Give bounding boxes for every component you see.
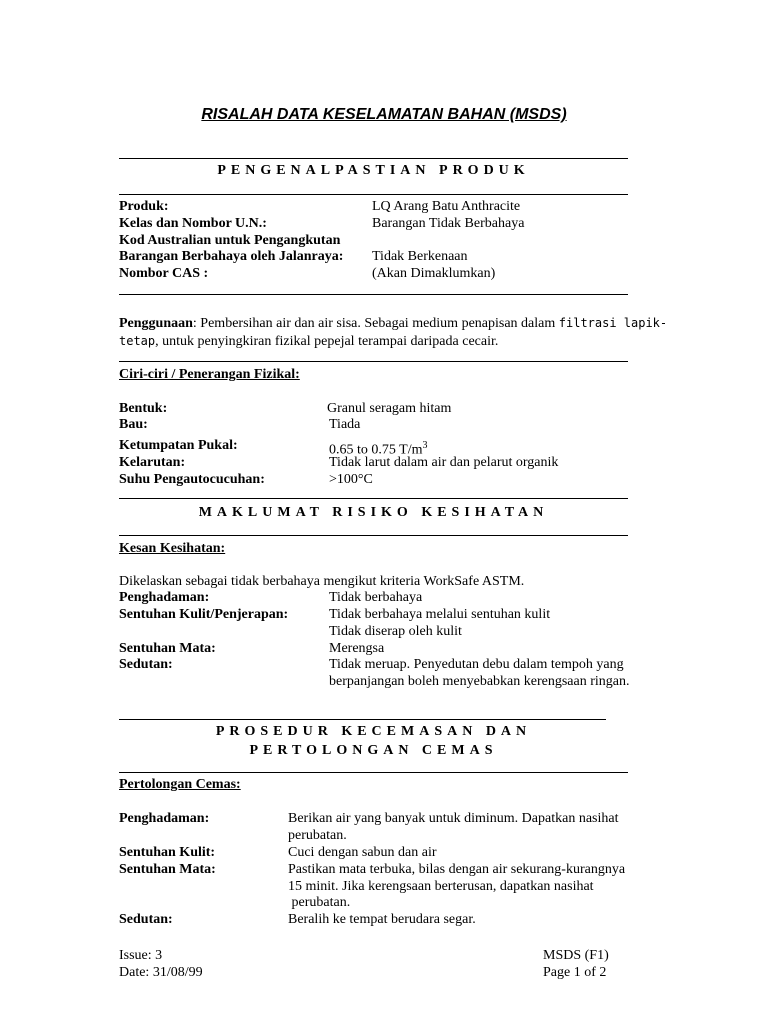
field-value: perubatan. <box>288 828 347 843</box>
density-exponent: 3 <box>422 440 428 451</box>
usage-paragraph-line2 <box>119 333 498 350</box>
field-label: Ketumpatan Pukal: <box>119 438 238 453</box>
field-label: Sentuhan Mata: <box>119 862 216 877</box>
field-value: Granul seragam hitam <box>327 401 452 416</box>
footer-issue: Issue: 3 <box>119 948 163 963</box>
usage-text: : Pembersihan air dan air sisa. Sebagai medium penapisan dalam <box>192 316 559 331</box>
divider <box>119 361 628 362</box>
usage-paragraph-line1 <box>119 315 667 332</box>
document-title: RISALAH DATA KESELAMATAN BAHAN (MSDS) <box>201 106 567 123</box>
field-label: Barangan Berbahaya oleh Jalanraya: <box>119 249 344 264</box>
field-label: Kelarutan: <box>119 455 186 470</box>
health-intro: Dikelaskan sebagai tidak berbahaya mengikut kriteria WorkSafe ASTM. <box>119 574 525 589</box>
field-label: Kelas dan Nombor U.N.: <box>119 216 267 231</box>
usage-text: , untuk penyingkiran fizikal pepejal terampai daripada cecair. <box>155 334 499 349</box>
field-label: Penghadaman: <box>119 590 210 605</box>
divider <box>119 772 628 773</box>
field-value: Tidak Berkenaan <box>372 249 468 264</box>
field-value: Tidak diserap oleh kulit <box>329 624 462 639</box>
field-value: Tidak berbahaya melalui sentuhan kulit <box>329 607 551 622</box>
section-heading-first-aid: PERTOLONGAN CEMAS <box>249 743 498 758</box>
field-value: (Akan Dimaklumkan) <box>372 266 496 281</box>
footer-doc-id: MSDS (F1) <box>543 948 609 963</box>
field-label: Produk: <box>119 199 169 214</box>
field-label: Nombor CAS : <box>119 266 209 281</box>
field-value: Tidak berbahaya <box>329 590 423 605</box>
divider <box>119 158 628 159</box>
field-label: Suhu Pengautocucuhan: <box>119 472 265 487</box>
field-value: Berikan air yang banyak untuk diminum. Dapatkan nasihat <box>288 811 619 826</box>
field-value: Tidak meruap. Penyedutan debu dalam tempoh yang <box>329 657 624 672</box>
usage-label: Penggunaan <box>119 316 193 331</box>
field-label: Sedutan: <box>119 657 173 672</box>
field-value: >100°C <box>329 472 373 487</box>
field-value: Tidak larut dalam air dan pelarut organik <box>329 455 559 470</box>
field-label: Sentuhan Kulit/Penjerapan: <box>119 607 289 622</box>
field-value: Tiada <box>329 417 361 432</box>
divider <box>119 498 628 499</box>
field-label: Bentuk: <box>119 401 168 416</box>
section-heading-health-risk: MAKLUMAT RISIKO KESIHATAN <box>198 505 549 520</box>
field-value: LQ Arang Batu Anthracite <box>372 199 521 214</box>
field-label: Sedutan: <box>119 912 173 927</box>
field-value: perubatan. <box>288 895 351 910</box>
usage-term: tetap <box>119 334 156 348</box>
field-label: Bau: <box>119 417 148 432</box>
first-aid-heading: Pertolongan Cemas: <box>119 777 241 792</box>
field-value: Beralih ke tempat berudara segar. <box>288 912 476 927</box>
field-value: Pastikan mata terbuka, bilas dengan air sekurang-kurangnya <box>288 862 626 877</box>
field-value: Barangan Tidak Berbahaya <box>372 216 525 231</box>
usage-term: filtrasi lapik- <box>558 316 668 330</box>
footer-page-number: Page 1 of 2 <box>543 965 607 980</box>
divider <box>119 719 606 720</box>
density-value: 0.65 to 0.75 T/m <box>329 442 423 458</box>
physical-heading: Ciri-ciri / Penerangan Fizikal: <box>119 367 300 382</box>
footer-date: Date: 31/08/99 <box>119 965 203 980</box>
field-label: Sentuhan Mata: <box>119 641 216 656</box>
field-label: Sentuhan Kulit: <box>119 845 216 860</box>
field-label: Kod Australian untuk Pengangkutan <box>119 233 341 248</box>
section-heading-product-id: PENGENALPASTIAN PRODUK <box>217 163 530 178</box>
divider <box>119 194 628 195</box>
section-heading-emergency: PROSEDUR KECEMASAN DAN <box>215 724 532 739</box>
health-effects-heading: Kesan Kesihatan: <box>119 541 226 556</box>
field-label: Penghadaman: <box>119 811 210 826</box>
divider <box>119 294 628 295</box>
field-value: 15 minit. Jika kerengsaan berterusan, dapatkan nasihat <box>288 879 594 894</box>
field-value: Cuci dengan sabun dan air <box>288 845 437 860</box>
field-value: Merengsa <box>329 641 385 656</box>
field-value: berpanjangan boleh menyebabkan kerengsaan ringan. <box>329 674 630 689</box>
divider <box>119 535 628 536</box>
